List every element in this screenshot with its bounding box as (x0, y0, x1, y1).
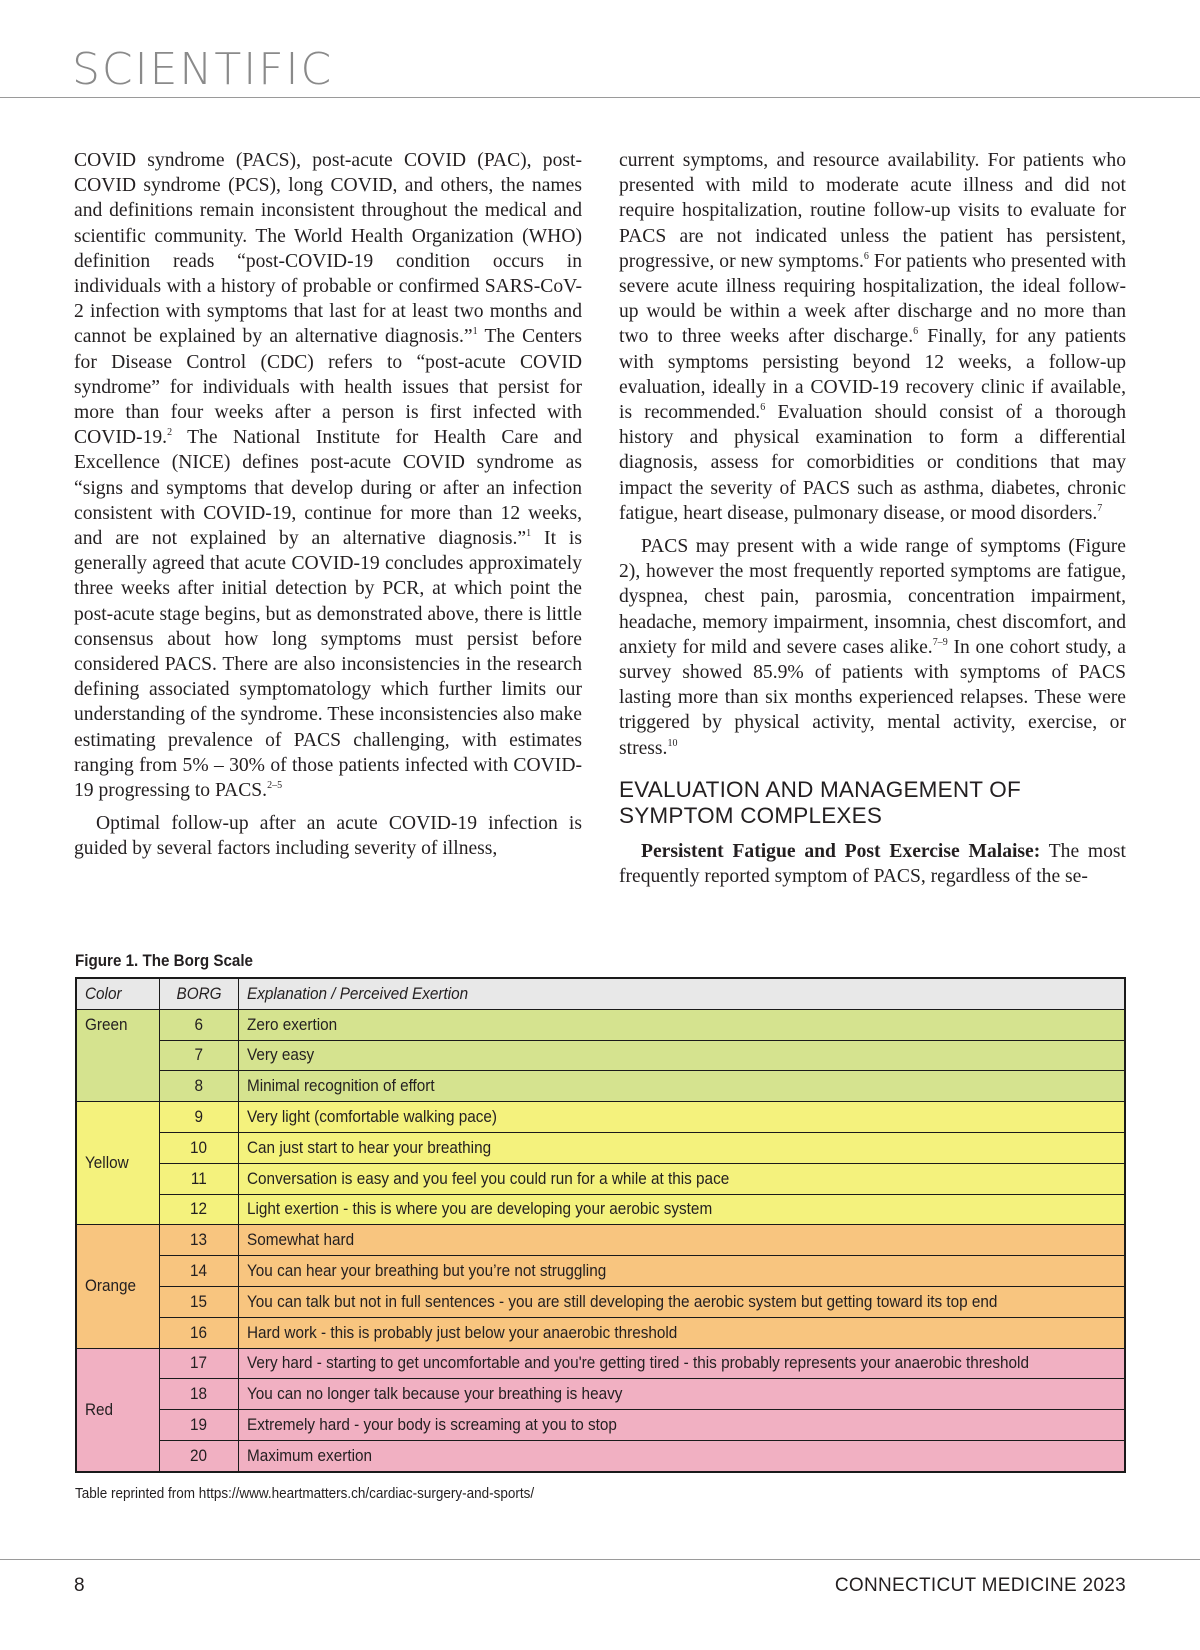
color-cell (76, 1009, 159, 1101)
header-label: Explanation / Perceived Exertion (247, 983, 469, 1003)
borg-value: 13 (190, 1230, 208, 1250)
header-label: Color (85, 983, 122, 1003)
borg-value: 10 (190, 1137, 208, 1157)
borg-cell (159, 1194, 238, 1225)
color-label: Red (85, 1399, 114, 1419)
right-column (619, 148, 1126, 889)
citation-ref: 10 (667, 737, 678, 749)
explanation-cell (239, 1317, 1125, 1348)
text-span: COVID syndrome (PACS), post-acute COVID (PAC), post-COVID syndrome (PCS), long COVID, and others, the names and definitions remain inconsistent throughout the medical and scientific community. The World Health Organization (WHO) definition reads “post-COVID-19 condition occurs in individuals with a history of probable or confirmed SARS-CoV-2 infection with symptoms that last for at least two months and cannot be explained by an alternative diagnosis.” (74, 150, 582, 348)
borg-cell (159, 1440, 238, 1471)
footer-rule (0, 1559, 1200, 1560)
borg-value: 20 (190, 1445, 208, 1465)
group-red (76, 1348, 1125, 1472)
explanation-cell (239, 1102, 1125, 1133)
explanation-text: You can no longer talk because your breathing is heavy (247, 1384, 623, 1404)
borg-value: 14 (190, 1261, 208, 1281)
table-header-row (76, 978, 1125, 1009)
text-span: The Centers for Disease Control (CDC) refers to “post-acute COVID syndrome” for individuals with health issues that persist for more than four weeks after a person is first infected with COVID-19. (74, 326, 582, 449)
color-cell (76, 1348, 159, 1472)
table-row (76, 1317, 1125, 1348)
header-label: BORG (176, 983, 222, 1003)
explanation-text: Very light (comfortable walking pace) (247, 1107, 498, 1127)
explanation-cell (239, 1225, 1125, 1256)
left-paragraph-1 (74, 148, 582, 803)
right-paragraph-2 (619, 534, 1126, 761)
borg-value: 9 (194, 1107, 204, 1127)
citation-ref: 6 (760, 402, 766, 414)
text-span: For patients who presented with severe acute illness requiring hospitalization, the ideal follow-up would be within a week after discharge and no more than two to three weeks after discharge. (619, 250, 1126, 348)
left-paragraph-2: Optimal follow-up after an acute COVID-19 infection is guided by several factors including severity of illness, (74, 813, 582, 860)
explanation-text: Very easy (247, 1045, 315, 1065)
explanation-text: Conversation is easy and you feel you could run for a while at this pace (247, 1168, 730, 1188)
borg-value: 18 (190, 1384, 208, 1404)
header-borg (159, 978, 238, 1009)
left-column (74, 148, 582, 862)
citation-ref: 6 (863, 250, 869, 262)
color-label: Green (85, 1014, 128, 1034)
text-span: The most frequently reported symptom of PACS, regardless of the se- (619, 840, 1126, 888)
borg-value: 17 (190, 1353, 208, 1373)
text-span: Finally, for any patients with symptoms persisting beyond 12 weeks, a follow-up evaluation, ideally in a COVID-19 recovery clinic if available, is recommended. (619, 326, 1126, 424)
explanation-cell (239, 1410, 1125, 1441)
borg-cell (159, 1256, 238, 1287)
figure-title: Figure 1. The Borg Scale (75, 952, 253, 970)
right-paragraph-1 (619, 148, 1126, 526)
explanation-cell (239, 1440, 1125, 1471)
group-green (76, 1009, 1125, 1101)
text-span: current symptoms, and resource availability. For patients who presented with mild to moderate acute illness and did not require hospitalization, routine follow-up visits to evaluate for PACS are not indicated unless the patient has persistent, progressive, or new symptoms. (619, 150, 1126, 272)
explanation-text: You can hear your breathing but you’re not struggling (247, 1261, 607, 1281)
header-explanation (239, 978, 1125, 1009)
text-span: In one cohort study, a survey showed 85.9% of patients with symptoms of PACS lasting more than six months experienced relapses. These were triggered by physical activity, mental activity, exercise, or stress. (619, 636, 1126, 759)
borg-value: 8 (194, 1076, 204, 1096)
explanation-cell (239, 1348, 1125, 1379)
explanation-text: You can talk but not in full sentences - you are still developing the aerobic system but getting toward its top end (247, 1291, 998, 1311)
citation-ref: 2–5 (267, 780, 283, 792)
explanation-text: Hard work - this is probably just below your anaerobic threshold (247, 1322, 678, 1342)
explanation-text: Zero exertion (247, 1014, 338, 1034)
citation-ref: 7 (1097, 502, 1103, 514)
table-row (76, 1071, 1125, 1102)
section-label: SCIENTIFIC (72, 44, 334, 95)
table-row (76, 1348, 1125, 1379)
explanation-text: Maximum exertion (247, 1445, 373, 1465)
borg-value: 19 (190, 1415, 208, 1435)
table-row (76, 1225, 1125, 1256)
header-rule (0, 97, 1200, 98)
explanation-cell (239, 1040, 1125, 1071)
borg-value: 11 (190, 1168, 207, 1188)
citation-ref: 2 (167, 427, 173, 439)
text-span: It is generally agreed that acute COVID-19 concludes approximately three weeks after initial detection by PCR, at which point the post-acute stage begins, but as demonstrated above, there is little consensus about how long symptoms must persist before considered PACS. There are also inconsistencies in the research defining associated symptomatology which further limits our understanding of the syndrome. These inconsistencies also make estimating prevalence of PACS challenging, with estimates ranging from 5% – 30% of those patients infected with COVID-19 progressing to PACS. (74, 528, 582, 802)
table-row (76, 1256, 1125, 1287)
table-row (76, 1132, 1125, 1163)
table-row (76, 1163, 1125, 1194)
table-row (76, 1102, 1125, 1133)
explanation-text: Somewhat hard (247, 1230, 355, 1250)
table-row (76, 1286, 1125, 1317)
explanation-cell (239, 1163, 1125, 1194)
explanation-cell (239, 1286, 1125, 1317)
borg-cell (159, 1379, 238, 1410)
borg-value: 16 (190, 1322, 208, 1342)
borg-cell (159, 1286, 238, 1317)
explanation-text: Can just start to hear your breathing (247, 1137, 492, 1157)
table-row (76, 1009, 1125, 1040)
text-span: The National Institute for Health Care and Excellence (NICE) defines post-acute COVID syndrome as “signs and symptoms that develop during or after an infection consistent with COVID-19, continue for more than 12 weeks, and are not explained by an alternative diagnosis.” (74, 427, 582, 550)
explanation-cell (239, 1379, 1125, 1410)
borg-cell (159, 1163, 238, 1194)
paragraph-lead: Persistent Fatigue and Post Exercise Malaise: (641, 840, 1041, 862)
table-row (76, 1194, 1125, 1225)
borg-value: 15 (190, 1291, 208, 1311)
borg-cell (159, 1132, 238, 1163)
borg-cell (159, 1225, 238, 1256)
borg-value: 7 (194, 1045, 204, 1065)
table-row (76, 1440, 1125, 1471)
group-orange (76, 1225, 1125, 1348)
borg-cell (159, 1317, 238, 1348)
borg-value: 6 (194, 1014, 204, 1034)
color-cell (76, 1225, 159, 1348)
color-label: Yellow (85, 1153, 129, 1173)
borg-cell (159, 1410, 238, 1441)
explanation-cell (239, 1194, 1125, 1225)
citation-ref: 1 (472, 326, 478, 338)
citation-ref: 1 (526, 528, 532, 540)
table-row (76, 1410, 1125, 1441)
explanation-cell (239, 1256, 1125, 1287)
color-label: Orange (85, 1276, 137, 1296)
borg-cell (159, 1009, 238, 1040)
figure-credit: Table reprinted from https://www.heartmatters.ch/cardiac-surgery-and-sports/ (75, 1485, 535, 1502)
explanation-cell (239, 1071, 1125, 1102)
section-heading: EVALUATION AND MANAGEMENT OF SYMPTOM COMPLEXES (619, 776, 1021, 828)
borg-cell (159, 1348, 238, 1379)
explanation-text: Light exertion - this is where you are developing your aerobic system (247, 1199, 713, 1219)
borg-cell (159, 1102, 238, 1133)
right-paragraph-3 (619, 839, 1126, 889)
color-cell (76, 1102, 159, 1225)
text-span: Evaluation should consist of a thorough history and physical examination to form a differential diagnosis, assess for comorbidities or conditions that may impact the severity of PACS such as asthma, diabetes, chronic fatigue, heart disease, pulmonary disease, or mood disorders. (619, 402, 1126, 524)
group-yellow (76, 1102, 1125, 1225)
borg-value: 12 (190, 1199, 208, 1219)
borg-cell (159, 1071, 238, 1102)
journal-name: CONNECTICUT MEDICINE 2023 (834, 1575, 1126, 1596)
borg-cell (159, 1040, 238, 1071)
table-row (76, 1379, 1125, 1410)
explanation-text: Very hard - starting to get uncomfortable and you're getting tired - this probably represents your anaerobic threshold (247, 1353, 1030, 1373)
explanation-text: Minimal recognition of effort (247, 1076, 435, 1096)
page-number: 8 (74, 1575, 85, 1596)
table-row (76, 1040, 1125, 1071)
explanation-text: Extremely hard - your body is screaming at you to stop (247, 1415, 618, 1435)
borg-scale-table (75, 977, 1126, 1473)
citation-ref: 6 (913, 326, 919, 338)
citation-ref: 7–9 (932, 636, 948, 648)
header-color (76, 978, 159, 1009)
explanation-cell (239, 1132, 1125, 1163)
explanation-cell (239, 1009, 1125, 1040)
text-span: PACS may present with a wide range of symptoms (Figure 2), however the most frequently reported symptoms are fatigue, dyspnea, chest pain, parosmia, concentration impairment, headache, memory impairment, insomnia, chest discomfort, and anxiety for mild and severe cases alike. (619, 536, 1126, 658)
